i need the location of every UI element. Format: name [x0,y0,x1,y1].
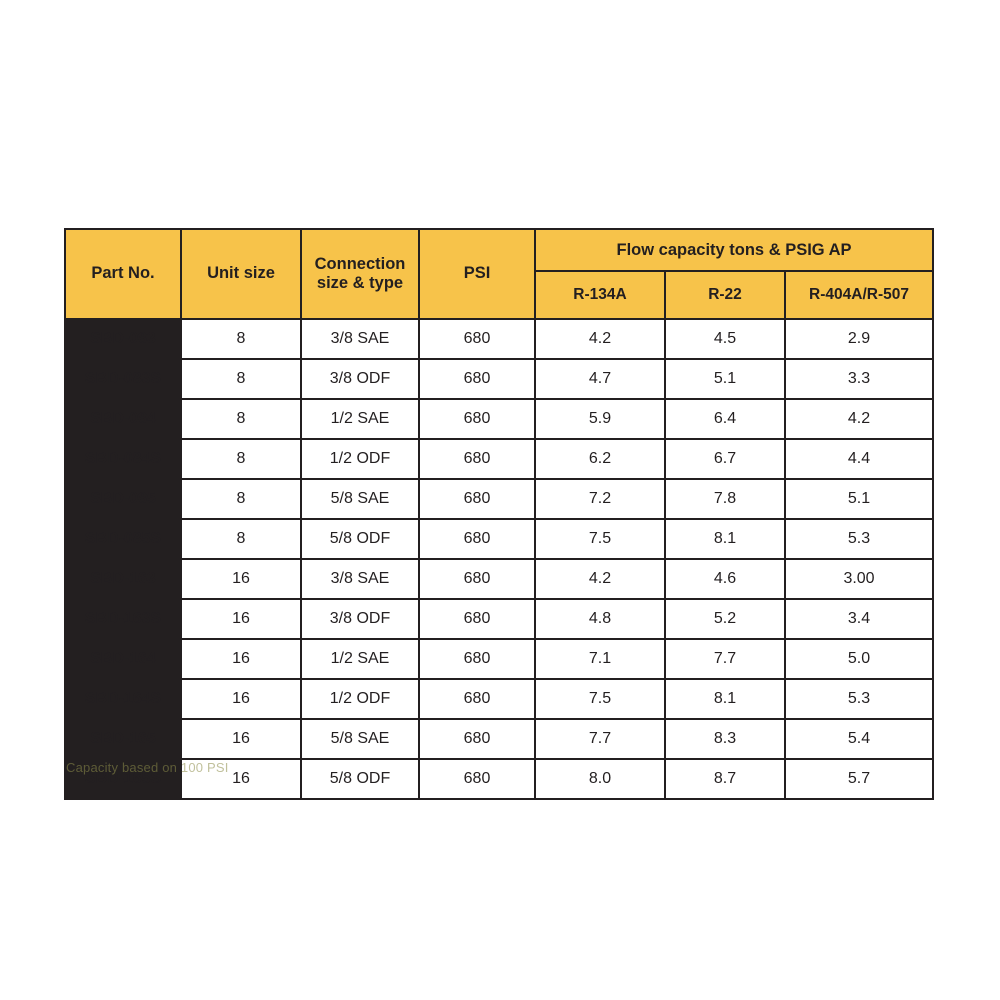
cell-part-no: SBD-164S [65,679,181,719]
cell-psi: 680 [419,319,535,359]
cell-psi: 680 [419,759,535,799]
cell-r404a: 2.9 [785,319,933,359]
cell-r404a: 3.4 [785,599,933,639]
cell-r404a: 4.4 [785,439,933,479]
cell-r404a: 5.4 [785,719,933,759]
spec-table-container [64,228,932,800]
cell-unit-size: 8 [181,319,301,359]
cell-unit-size: 8 [181,399,301,439]
cell-r22: 4.5 [665,319,785,359]
cell-part-no: SBD-085S [65,519,181,559]
cell-r22: 7.8 [665,479,785,519]
table-row [65,719,933,759]
cell-r404a: 5.1 [785,479,933,519]
cell-connection: 3/8 SAE [301,319,419,359]
cell-part-no: SBD-083 [65,319,181,359]
table-row [65,599,933,639]
cell-psi: 680 [419,439,535,479]
cell-connection: 3/8 SAE [301,559,419,599]
table-footnote: Capacity based on 100 PSI [66,760,229,775]
cell-connection: 5/8 SAE [301,479,419,519]
cell-r134a: 5.9 [535,399,665,439]
header-row-top [65,229,933,271]
cell-psi: 680 [419,599,535,639]
cell-part-no: SBD-083S [65,359,181,399]
cell-psi: 680 [419,359,535,399]
table-row [65,639,933,679]
cell-r134a: 7.7 [535,719,665,759]
cell-connection: 5/8 ODF [301,519,419,559]
table-row [65,559,933,599]
cell-r22: 8.1 [665,519,785,559]
cell-unit-size: 8 [181,519,301,559]
cell-psi: 680 [419,399,535,439]
cell-r404a: 5.0 [785,639,933,679]
cell-part-no: SBD-084S [65,439,181,479]
cell-psi: 680 [419,479,535,519]
table-row [65,319,933,359]
cell-psi: 680 [419,639,535,679]
cell-r134a: 7.1 [535,639,665,679]
cell-connection: 1/2 ODF [301,679,419,719]
column-header-unit-size: Unit size [181,229,301,319]
cell-r134a: 4.8 [535,599,665,639]
cell-r134a: 8.0 [535,759,665,799]
column-header-part-no: Part No. [65,229,181,319]
table-row [65,519,933,559]
cell-connection: 3/8 ODF [301,359,419,399]
cell-connection: 1/2 SAE [301,399,419,439]
spec-table [64,228,934,800]
cell-r22: 8.7 [665,759,785,799]
cell-r404a: 3.3 [785,359,933,399]
cell-r134a: 7.2 [535,479,665,519]
column-header-r404a-r507: R-404A/R-507 [785,271,933,319]
cell-part-no: SBD-084 [65,399,181,439]
table-row [65,439,933,479]
cell-r22: 8.3 [665,719,785,759]
cell-part-no: SBD-165 [65,719,181,759]
cell-r134a: 7.5 [535,519,665,559]
cell-r404a: 5.3 [785,519,933,559]
cell-r22: 7.7 [665,639,785,679]
cell-r22: 6.7 [665,439,785,479]
cell-connection: 1/2 ODF [301,439,419,479]
cell-part-no: SBD-085 [65,479,181,519]
cell-unit-size: 16 [181,599,301,639]
table-body [65,319,933,799]
table-row [65,399,933,439]
cell-psi: 680 [419,519,535,559]
column-header-r134a: R-134A [535,271,665,319]
cell-psi: 680 [419,719,535,759]
table-row [65,679,933,719]
cell-part-no: SBD-164 [65,639,181,679]
table-header [65,229,933,319]
cell-unit-size: 16 [181,559,301,599]
cell-unit-size: 8 [181,359,301,399]
cell-unit-size: 16 [181,639,301,679]
cell-r134a: 7.5 [535,679,665,719]
cell-r22: 8.1 [665,679,785,719]
column-group-header-flow-capacity: Flow capacity tons & PSIG AP [535,229,933,271]
cell-r22: 6.4 [665,399,785,439]
cell-connection: 5/8 ODF [301,759,419,799]
column-header-r22: R-22 [665,271,785,319]
cell-r134a: 4.2 [535,319,665,359]
cell-psi: 680 [419,679,535,719]
cell-connection: 3/8 ODF [301,599,419,639]
cell-connection: 5/8 SAE [301,719,419,759]
table-row [65,359,933,399]
cell-r404a: 4.2 [785,399,933,439]
cell-r134a: 6.2 [535,439,665,479]
cell-r404a: 3.00 [785,559,933,599]
cell-unit-size: 8 [181,439,301,479]
cell-unit-size: 16 [181,759,301,799]
cell-connection: 1/2 SAE [301,639,419,679]
cell-unit-size: 16 [181,679,301,719]
column-header-connection: Connection size & type [301,229,419,319]
cell-r134a: 4.7 [535,359,665,399]
cell-part-no: SBD-163S [65,599,181,639]
cell-r22: 4.6 [665,559,785,599]
cell-r22: 5.1 [665,359,785,399]
cell-r404a: 5.7 [785,759,933,799]
cell-unit-size: 8 [181,479,301,519]
column-header-psi: PSI [419,229,535,319]
cell-r404a: 5.3 [785,679,933,719]
cell-part-no: SBD-163 [65,559,181,599]
cell-part-no: SBD-165S [65,759,181,799]
cell-unit-size: 16 [181,719,301,759]
cell-r22: 5.2 [665,599,785,639]
cell-psi: 680 [419,559,535,599]
table-row [65,479,933,519]
cell-r134a: 4.2 [535,559,665,599]
